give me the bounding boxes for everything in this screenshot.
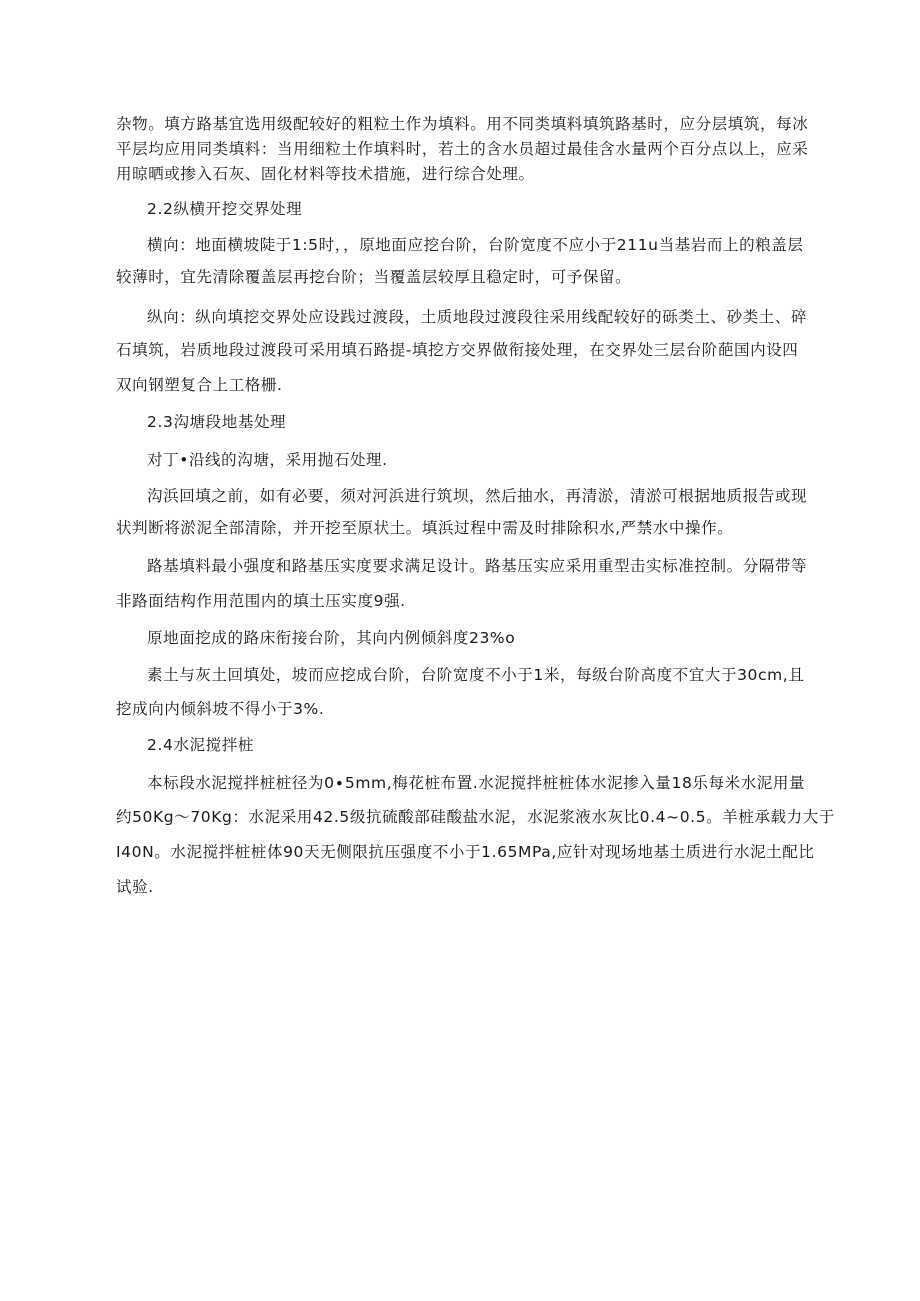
paragraph-line: 非路面结构作用范围内的填土压实度9强. — [116, 592, 406, 610]
section-heading-2-2: 2.2纵横开挖交界处理 — [147, 200, 303, 218]
section-heading-2-3: 2.3沟塘段地基处理 — [147, 413, 287, 431]
paragraph-line: 双向钢塑复合上工格栅. — [116, 376, 283, 394]
paragraph-line: 挖成向内倾斜坡不得小于3%. — [116, 700, 325, 718]
paragraph-line: 素土与灰土回填处，坡而应挖成台阶，台阶宽度不小于1米，每级台阶高度不宜大于30cm,且 — [147, 666, 805, 684]
paragraph-line: 横向：地面横坡陡于1:5时，，原地面应挖台阶，台阶宽度不应小于211u当基岩而上的粮盖层 — [147, 236, 804, 254]
paragraph-line: 沟浜回填之前，如有必要，须对河浜进行筑坝，然后抽水，再清淤，清淤可根据地质报告或现 — [147, 487, 808, 505]
paragraph-line: 杂物。填方路基宜选用级配较好的粗粒土作为填料。用不同类填料填筑路基时，应分层填筑，每冰 — [116, 115, 809, 133]
paragraph-line: I40N。水泥搅拌桩桩体90天无侧限抗压强度不小于1.65MPa,应针对现场地基土质进行水泥土配比 — [116, 843, 815, 861]
paragraph-line: 约50Kg〜70Kg：水泥采用42.5级抗硫酸部硅酸盐水泥，水泥浆液水灰比0.4~0.5。羊桩承载力大于 — [116, 808, 835, 826]
paragraph-line: 纵向：纵向填挖交界处应设践过渡段，土质地段过渡段往采用线配较好的砾类土、砂类土、碎 — [147, 308, 808, 326]
paragraph-line: 本标段水泥搅拌桩桩径为0∙5mm,梅花桩布置.水泥搅拌桩桩体水泥掺入量18乐每米水泥用量 — [147, 774, 806, 792]
paragraph-line: 石填筑，岩质地段过渡段可采用填石路提-填挖方交界做衔接处理，在交界处三层台阶葩国内设四 — [116, 341, 799, 359]
paragraph-line: 用晾晒或掺入石灰、固化材料等技术措施，进行综合处理。 — [116, 165, 535, 183]
section-heading-2-4: 2.4水泥搅拌桩 — [147, 736, 254, 754]
paragraph-line: 试验. — [116, 878, 154, 896]
paragraph-line: 状判断将淤泥全部清除，并开挖至原状土。填浜过程中需及时排除积水,严禁水中操作。 — [116, 519, 734, 537]
paragraph-line: 较薄时，宜先清除覆盖层再挖台阶；当覆盖层较厚且稳定时，可予保留。 — [116, 268, 632, 286]
paragraph-line: 平层均应用同类填料：当用细粒土作填料时，若土的含水员超过最佳含水量两个百分点以上，应采 — [116, 140, 809, 158]
paragraph-line: 路基填料最小强度和路基压实度要求满足设计。路基压实应采用重型击实标准控制。分隔带等 — [147, 557, 808, 575]
paragraph-line: 原地面挖成的路床衔接台阶，其向内例倾斜度23%o — [147, 629, 516, 647]
paragraph-line: 对丁•沿线的沟塘，采用抛石处理. — [147, 451, 388, 469]
